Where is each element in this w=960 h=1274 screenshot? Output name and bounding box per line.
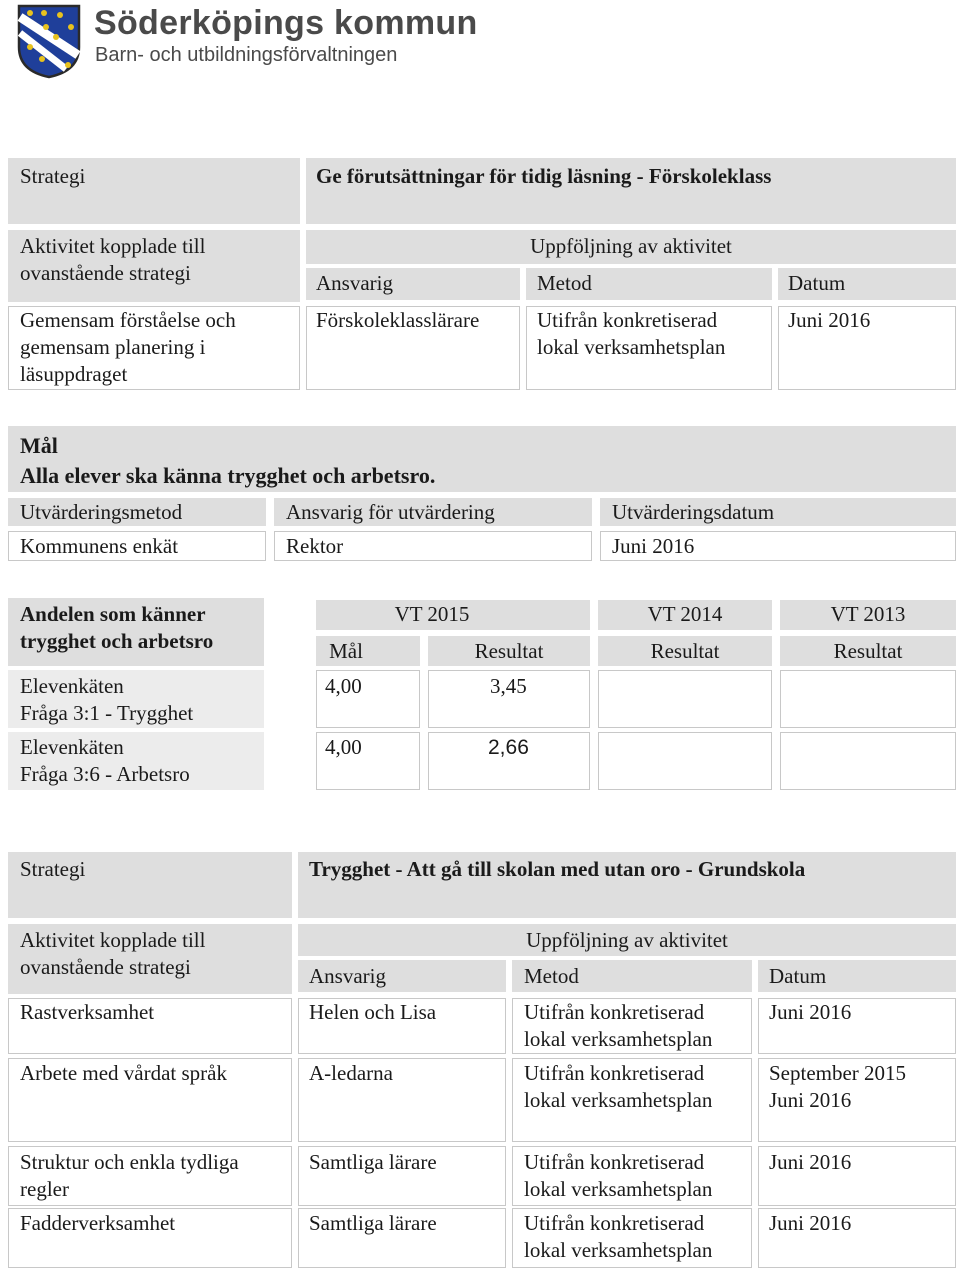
strategy2-row4-metod: Utifrån konkretiserad lokal verksamhetsplan (524, 1211, 713, 1262)
goal-responsible: Rektor (286, 534, 344, 558)
goal-date: Juni 2016 (612, 534, 695, 558)
crest-logo (16, 3, 82, 79)
strategy1-label: Strategi (20, 164, 86, 188)
strategy1-title: Ge förutsättningar för tidig läsning - Förskoleklass (316, 164, 772, 188)
results-title: Andelen som känner trygghet och arbetsro (20, 602, 214, 653)
results-col-resultat-2014: Resultat (650, 639, 720, 663)
org-name: Söderköpings kommun (94, 4, 478, 42)
strategy2-row4-ansvarig: Samtliga lärare (309, 1211, 437, 1235)
results-row1-resultat: 3,45 (490, 674, 527, 698)
strategy2-row3-metod: Utifrån konkretiserad lokal verksamhetsplan (524, 1150, 713, 1201)
strategy2-row1-datum: Juni 2016 (769, 1000, 852, 1024)
results-col-resultat-2013: Resultat (833, 639, 903, 663)
goal-col-date: Utvärderingsdatum (612, 500, 775, 524)
strategy2-label: Strategi (20, 857, 86, 881)
strategy2-col-ansvarig: Ansvarig (309, 964, 386, 988)
strategy2-row2-ansvarig: A-ledarna (309, 1061, 393, 1085)
goal-method: Kommunens enkät (20, 534, 179, 558)
strategy1-activity-header: Aktivitet kopplade till ovanstående strategi (20, 234, 206, 285)
strategy1-row-activity: Gemensam förståelse och gemensam planering i läsuppdraget (20, 308, 236, 386)
strategy2-row2-metod: Utifrån konkretiserad lokal verksamhetsplan (524, 1061, 713, 1112)
strategy1-col-datum: Datum (788, 271, 846, 295)
strategy1-row-ansvarig: Förskoleklasslärare (316, 308, 480, 332)
strategy2-row2-activity: Arbete med vårdat språk (20, 1061, 227, 1085)
results-vt2015: VT 2015 (394, 602, 470, 626)
strategy2-title: Trygghet - Att gå till skolan med utan oro - Grundskola (309, 857, 806, 881)
results-row2-label: Elevenkäten Fråga 3:6 - Arbetsro (20, 735, 190, 786)
results-row2-mal: 4,00 (325, 735, 362, 759)
strategy1-row-datum: Juni 2016 (788, 308, 871, 332)
results-col-mal: Mål (329, 639, 363, 663)
results-row1-2013-cell (780, 670, 956, 728)
strategy1-followup-header: Uppföljning av aktivitet (530, 234, 732, 258)
results-row2-resultat: 2,66 (488, 736, 529, 759)
strategy1-col-metod: Metod (537, 271, 592, 295)
strategy2-row1-metod: Utifrån konkretiserad lokal verksamhetsplan (524, 1000, 713, 1051)
strategy2-row4-datum: Juni 2016 (769, 1211, 852, 1235)
results-vt2014: VT 2014 (647, 602, 723, 626)
results-vt2013: VT 2013 (830, 602, 906, 626)
strategy2-followup-header: Uppföljning av aktivitet (526, 928, 728, 952)
strategy2-row3-activity: Struktur och enkla tydliga regler (20, 1150, 239, 1201)
strategy2-col-metod: Metod (524, 964, 579, 988)
goal-col-method: Utvärderingsmetod (20, 500, 183, 524)
strategy2-col-datum: Datum (769, 964, 827, 988)
strategy2-row4-activity: Fadderverksamhet (20, 1211, 176, 1235)
strategy1-row-metod: Utifrån konkretiserad lokal verksamhetsplan (537, 308, 726, 359)
results-row1-mal: 4,00 (325, 674, 362, 698)
strategy2-row3-ansvarig: Samtliga lärare (309, 1150, 437, 1174)
strategy2-row2-datum: September 2015 Juni 2016 (769, 1061, 907, 1112)
strategy2-row3-datum: Juni 2016 (769, 1150, 852, 1174)
results-row1-label: Elevenkäten Fråga 3:1 - Trygghet (20, 674, 194, 725)
results-row2-2013-cell (780, 732, 956, 790)
goal-col-responsible: Ansvarig för utvärdering (286, 500, 495, 524)
strategy2-activity-header: Aktivitet kopplade till ovanstående strategi (20, 928, 206, 979)
strategy2-row1-ansvarig: Helen och Lisa (309, 1000, 437, 1024)
results-row2-2014-cell (598, 732, 772, 790)
goal-label: Mål (20, 433, 58, 458)
strategy1-col-ansvarig: Ansvarig (316, 271, 393, 295)
strategy2-row1-activity: Rastverksamhet (20, 1000, 155, 1024)
results-col-resultat-2015: Resultat (474, 639, 544, 663)
goal-text: Alla elever ska känna trygghet och arbetsro. (20, 463, 436, 488)
dept-name: Barn- och utbildningsförvaltningen (95, 44, 398, 66)
results-row1-2014-cell (598, 670, 772, 728)
